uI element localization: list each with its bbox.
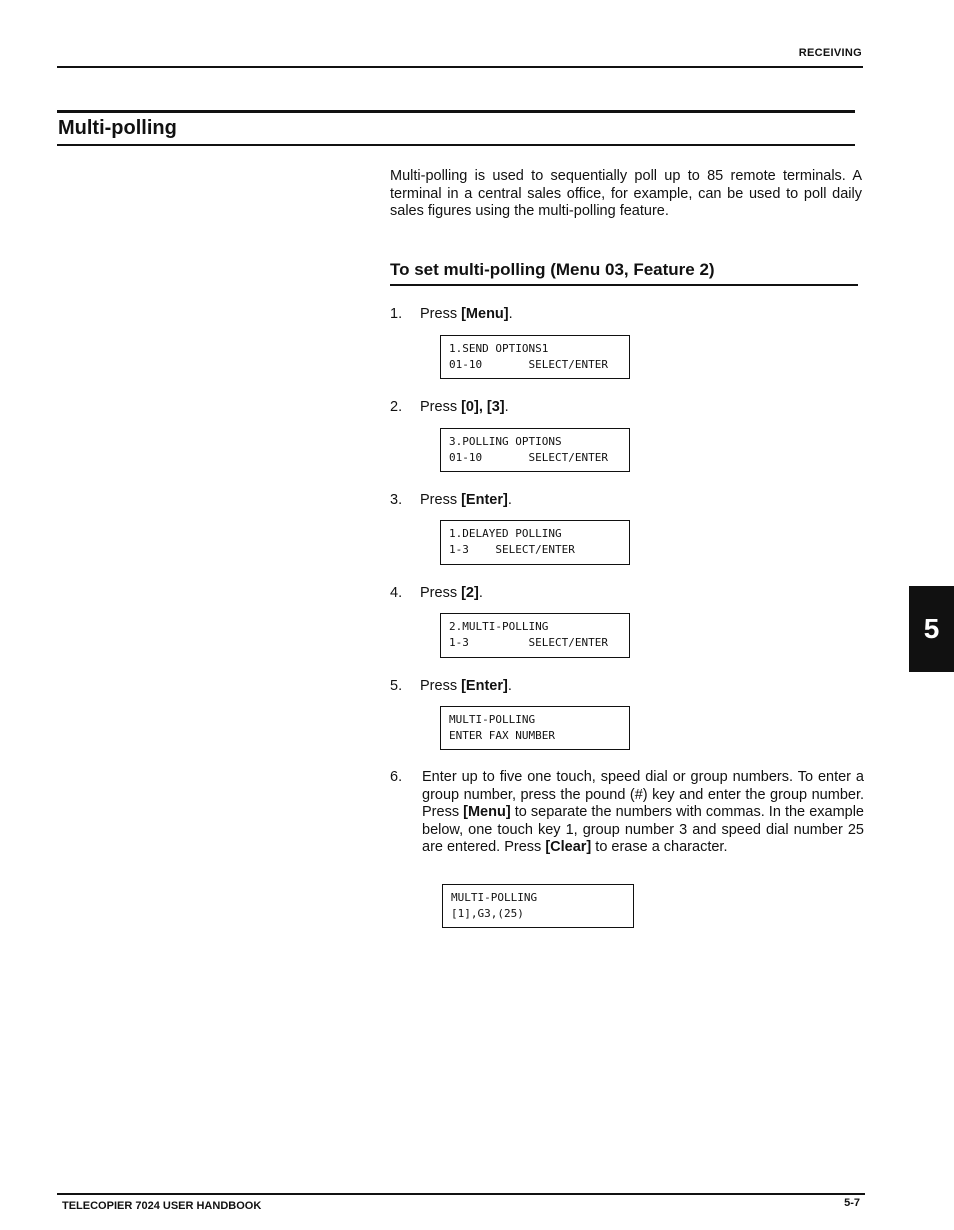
lcd-line: 1.SEND OPTIONS1 xyxy=(449,342,549,355)
step-6 xyxy=(390,769,864,857)
chapter-tab: 5 xyxy=(909,586,954,672)
step-text: Press xyxy=(420,399,462,415)
lcd-line: 3.POLLING OPTIONS xyxy=(449,435,562,448)
step-6-text xyxy=(422,769,864,857)
step-3 xyxy=(390,492,864,510)
footer-title: TELECOPIER 7024 USER HANDBOOK xyxy=(62,1200,262,1212)
step-suffix: . xyxy=(507,492,512,508)
subheading-rule xyxy=(390,284,858,286)
lcd-display-3 xyxy=(440,520,630,565)
subheading: To set multi-polling (Menu 03, Feature 2) xyxy=(390,260,715,279)
lcd-display-4 xyxy=(440,613,630,658)
key-label: [Menu] xyxy=(463,804,511,820)
key-label: [Menu] xyxy=(461,306,509,322)
step-number: 2. xyxy=(390,399,403,415)
key-label: [Enter] xyxy=(461,678,508,694)
lcd-display-2 xyxy=(440,428,630,472)
step-text: Press xyxy=(420,492,462,508)
lcd-line: ENTER FAX NUMBER xyxy=(449,729,555,742)
lcd-line: 1-3 SELECT/ENTER xyxy=(449,636,608,649)
title-bottom-rule xyxy=(57,144,855,146)
step-suffix: . xyxy=(478,585,483,601)
lcd-display-6 xyxy=(442,884,634,928)
title-top-rule xyxy=(57,110,855,113)
step-text: Press xyxy=(420,585,462,601)
step-1 xyxy=(390,306,864,324)
step-number: 4. xyxy=(390,585,403,601)
key-label: [2] xyxy=(461,585,479,601)
running-header: RECEIVING xyxy=(798,47,862,59)
step-number: 5. xyxy=(390,678,403,694)
lcd-line: 2.MULTI-POLLING xyxy=(449,620,549,633)
step-text: to erase a character. xyxy=(591,839,728,855)
intro-paragraph: Multi-polling is used to sequentially poll up to 85 remote terminals. A terminal in a central sales office, for example, can be used to poll daily sales figures using the multi-polling feature. xyxy=(390,168,862,219)
lcd-line: 01-10 SELECT/ENTER xyxy=(449,358,608,371)
step-2 xyxy=(390,399,864,417)
key-label: [Enter] xyxy=(461,492,508,508)
step-text: Enter up to five one touch, speed dial or group numbers. To enter a group number, press the pound (#) key and enter the group number. Press xyxy=(422,769,864,820)
lcd-display-5 xyxy=(440,706,630,750)
step-number: 3. xyxy=(390,492,403,508)
step-number: 6. xyxy=(390,769,403,785)
lcd-line: MULTI-POLLING xyxy=(449,713,536,726)
header-rule xyxy=(57,66,863,68)
step-number: 1. xyxy=(390,306,403,322)
lcd-line: 1.DELAYED POLLING xyxy=(449,527,562,540)
footer-rule xyxy=(57,1193,865,1195)
step-4 xyxy=(390,585,864,603)
lcd-line: [1],G3,(25) xyxy=(451,907,524,920)
step-suffix: . xyxy=(504,399,509,415)
step-text: to separate the numbers with commas. In the example below, one touch key 1, group number 3 and speed dial number 25 are entered. Press xyxy=(422,804,864,855)
page-number: 5-7 xyxy=(844,1197,860,1209)
step-text: Press xyxy=(420,678,462,694)
lcd-display-1 xyxy=(440,335,630,379)
key-label: [0], [3] xyxy=(461,399,505,415)
key-label: [Clear] xyxy=(545,839,592,855)
step-suffix: . xyxy=(508,306,513,322)
lcd-line: MULTI-POLLING xyxy=(451,891,538,904)
step-5 xyxy=(390,678,864,696)
page-title: Multi-polling xyxy=(58,117,177,139)
step-suffix: . xyxy=(507,678,512,694)
step-text: Press xyxy=(420,306,462,322)
lcd-line: 01-10 SELECT/ENTER xyxy=(449,451,608,464)
lcd-line: 1-3 SELECT/ENTER xyxy=(449,543,575,556)
